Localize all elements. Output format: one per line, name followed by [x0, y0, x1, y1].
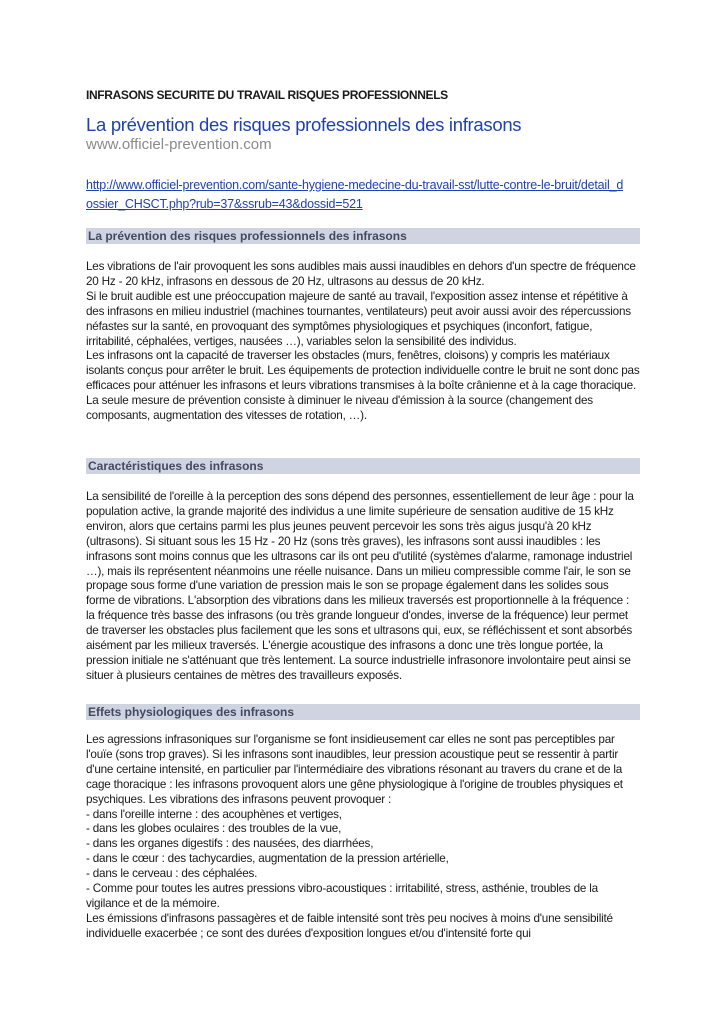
- list-item: - dans le cerveau : des céphalées.: [86, 867, 258, 881]
- section-heading-caracteristiques: Caractéristiques des infrasons: [86, 458, 640, 474]
- paragraph: Les vibrations de l'air provoquent les sons audibles mais aussi inaudibles en dehors d'un spectre de fréquence 20 Hz - 20 kHz, infrasons en dessous de 20 Hz, ultrasons au dessus de 20 kHz.: [86, 260, 636, 288]
- paragraph: La seule mesure de prévention consiste à diminuer le niveau d'émission à la source (changement des composants, augmentation des vitesses de rotation, …).: [86, 394, 593, 423]
- section-body-effets: [86, 733, 640, 942]
- paragraph: Les infrasons ont la capacité de traverser les obstacles (murs, fenêtres, cloisons) y compris les matériaux isolants conçus pour arrêter le bruit. Les équipements de protection individuelle contre le bruit ne sont donc pas efficaces pour atténuer les infrasons et leurs vibrations transmises à la boîte crânienne et à la cage thoracique.: [86, 349, 640, 393]
- document-top-title: INFRASONS SECURITE DU TRAVAIL RISQUES PROFESSIONNELS: [86, 88, 448, 102]
- paragraph: Si le bruit audible est une préoccupation majeure de santé au travail, l'exposition assez intense et répétitive à des infrasons en milieu industriel (machines tournantes, ventilateurs) peut avoir aussi avoir des répercussions néfastes sur la santé, en provoquant des symptômes physiologiques et psychiques (inconfort, fatigue, irritabilité, céphalées, vertiges, nausées …), variables selon la sensibilité des individus.: [86, 289, 631, 348]
- paragraph: Les agressions infrasoniques sur l'organisme se font insidieusement car elles ne sont pas perceptibles par l'ouïe (sons trop graves). Si les infrasons sont inaudibles, leur pression acoustique peut se ressentir à partir d'une certaine intensité, en particulier par l'intermédiaire des vibrations résonant au travers du crane et de la cage thoracique : les infrasons provoquent alors une gêne physiologique à l'origine de troubles physiques et psychiques. Les vibrations des infrasons peuvent provoquer :: [86, 733, 623, 806]
- paragraph: La sensibilité de l'oreille à la perception des sons dépend des personnes, essentiellement de leur âge : pour la population active, la grande majorité des individus a une limite supérieure de sensation auditive de 15 kHz environ, alors que certains parmi les plus jeunes peuvent percevoir les sons très aigus jusqu'à 20 kHz (ultrasons). Si situant sous les 15 Hz - 20 Hz (sons très graves), les infrasons sont aussi inaudibles : les infrasons sont moins connus que les ultrasons car ils ont peu d'utilité (systèmes d'alarme, ramonage industriel …), mais ils représentent néanmoins une réelle nuisance. Dans un milieu compressible comme l'air, le son se propage sous forme d'une variation de pression mais le son se propage également dans les solides sous forme de vibrations. L'absorption des vibrations dans les milieux traversés est proportionnelle à la fréquence : la fréquence très basse des infrasons (ou très grande longueur d'ondes, inverse de la fréquence) leur permet de traverser les obstacles plus facilement que les sons et ultrasons qui, eux, se réfléchissent et sont absorbés aisément par les milieux traversés. L'énergie acoustique des infrasons a donc une très longue portée, la pression initiale ne s'atténuant que très lentement. La source industrielle infrasonore involontaire peut ainsi se situer à plusieurs centaines de mètres des travailleurs exposés.: [86, 490, 634, 682]
- paragraph: Les émissions d'infrasons passagères et de faible intensité sont très peu nocives à moins d'une sensibilité individuelle exacerbée ; ce sont des durées d'exposition longues et/ou d'intensité forte qui: [86, 911, 613, 940]
- source-link[interactable]: http://www.officiel-prevention.com/sante-hygiene-medecine-du-travail-sst/lutte-contre-le-bruit/detail_dossier_CHSCT.php?rub=37&ssrub=43&dossid=521: [86, 178, 624, 211]
- section-heading-prevention: La prévention des risques professionnels des infrasons: [86, 228, 640, 244]
- site-name: www.officiel-prevention.com: [86, 136, 272, 153]
- list-item: - dans l'oreille interne : des acouphènes et vertiges,: [86, 807, 342, 821]
- section-body-prevention: [86, 260, 640, 424]
- list-item: - Comme pour toutes les autres pressions vibro-acoustiques : irritabilité, stress, asthénie, troubles de la vigilance et de la mémoire.: [86, 882, 598, 910]
- section-heading-effets: Effets physiologiques des infrasons: [86, 704, 640, 720]
- page-title: La prévention des risques professionnels des infrasons: [86, 114, 522, 135]
- list-item: - dans le cœur : des tachycardies, augmentation de la pression artérielle,: [86, 852, 449, 866]
- section-body-caracteristiques: [86, 490, 640, 684]
- list-item: - dans les organes digestifs : des nausées, des diarrhées,: [86, 837, 374, 851]
- list-item: - dans les globes oculaires : des troubles de la vue,: [86, 822, 342, 836]
